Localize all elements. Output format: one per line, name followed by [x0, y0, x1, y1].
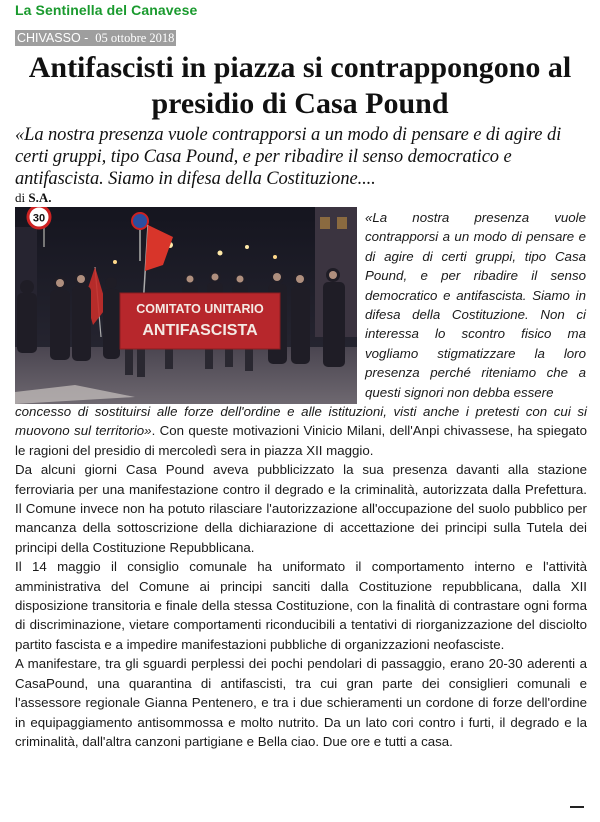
protest-photo-illustration [15, 207, 357, 404]
article-photo [15, 207, 357, 404]
paragraph-3: Il 14 maggio il consiglio comunale ha uniformato il comportamento interno e l'attività amministrativa del Comune ai principi sanciti dalla Costituzione repubblicana, dalla XII disposizione transitoria e finale della stessa Costituzione, con la finalità di contrastare ogni forma di discriminazione, vietare comportamenti riconducibili a tentativi di riorganizzazione del disciolto partito fascista e a impedire manifestazioni pubbliche di organizzazioni neofasciste. [15, 559, 587, 652]
paragraph-1-italic: concesso di sostituirsi alle forze dell'ordine e alle istituzioni, visti anche i pretesti con cui si muovono sul territorio» [15, 404, 587, 439]
dateline-date: 05 ottobre 2018 [95, 31, 175, 45]
masthead[interactable]: La Sentinella del Canavese [15, 2, 198, 18]
paragraph-2: Da alcuni giorni Casa Pound aveva pubblicizzato la sua presenza davanti alla stazione ferroviaria per una manifestazione contro il degrado e la criminalità, autorizzata dalla Prefettura. Il Comune invece non ha potuto rilasciare l'autorizzazione all'occupazione del suolo pubblico per mancanza della sottoscrizione della dichiarazione di accettazione dei principi sulla Tutela dei principi della Costituzione Repubblicana. [15, 462, 587, 555]
paragraph-4: A manifestare, tra gli sguardi perplessi dei pochi pendolari di passaggio, erano 20-30 aderenti a CasaPound, una quarantina di antifascisti, tra cui gran parte dei consiglieri comunali e l'assessore regionale Gianna Pentenero, e tra i due schieramenti un cordone di forze dell'ordine in equipaggiamento antisommossa e molto nutrito. Da un lato cori contro i furti, il degrado e la criminalità, dall'altra canzoni partigiane e Bella ciao. Due ore e tutti a casa. [15, 656, 587, 749]
subheadline: «La nostra presenza vuole contrapporsi a un modo di pensare e di agire di certi gruppi, tipo Casa Pound, e per ribadire il senso democratico e antifascista. Siamo in difesa della Costituzione.... [15, 125, 562, 189]
byline-author: S.A. [28, 190, 52, 205]
end-of-article-mark [570, 806, 584, 808]
dateline [15, 30, 176, 46]
quote-column: «La nostra presenza vuole contrapporsi a un modo di pensare e di agire di certi gruppi, tipo Casa Pound, e per ribadire il senso democratico e antifascista. Siamo in difesa della Costituzione. Non ci interessa lo scontro fisico ma vogliamo stigmatizzare la loro presenza perché riteniamo che a questi signori non debba essere [365, 210, 586, 400]
banner-line-2: ANTIFASCISTA [142, 322, 258, 339]
banner-line-1: COMITATO UNITARIO [136, 302, 264, 316]
article-body [15, 402, 587, 751]
headline: Antifascisti in piazza si contrappongono al presidio di Casa Pound [28, 51, 572, 120]
paragraph-1 [15, 402, 587, 460]
byline [15, 190, 52, 206]
paragraph-1-rest: . Con queste motivazioni Vinicio Milani, dell'Anpi chivassese, ha spiegato le ragioni del presidio di mercoledì sera in piazza XII maggio. [15, 423, 588, 458]
speed-sign-text: 30 [32, 212, 46, 225]
dateline-place: CHIVASSO [17, 31, 81, 45]
dateline-separator: - [80, 31, 96, 45]
byline-prefix: di [15, 190, 26, 205]
